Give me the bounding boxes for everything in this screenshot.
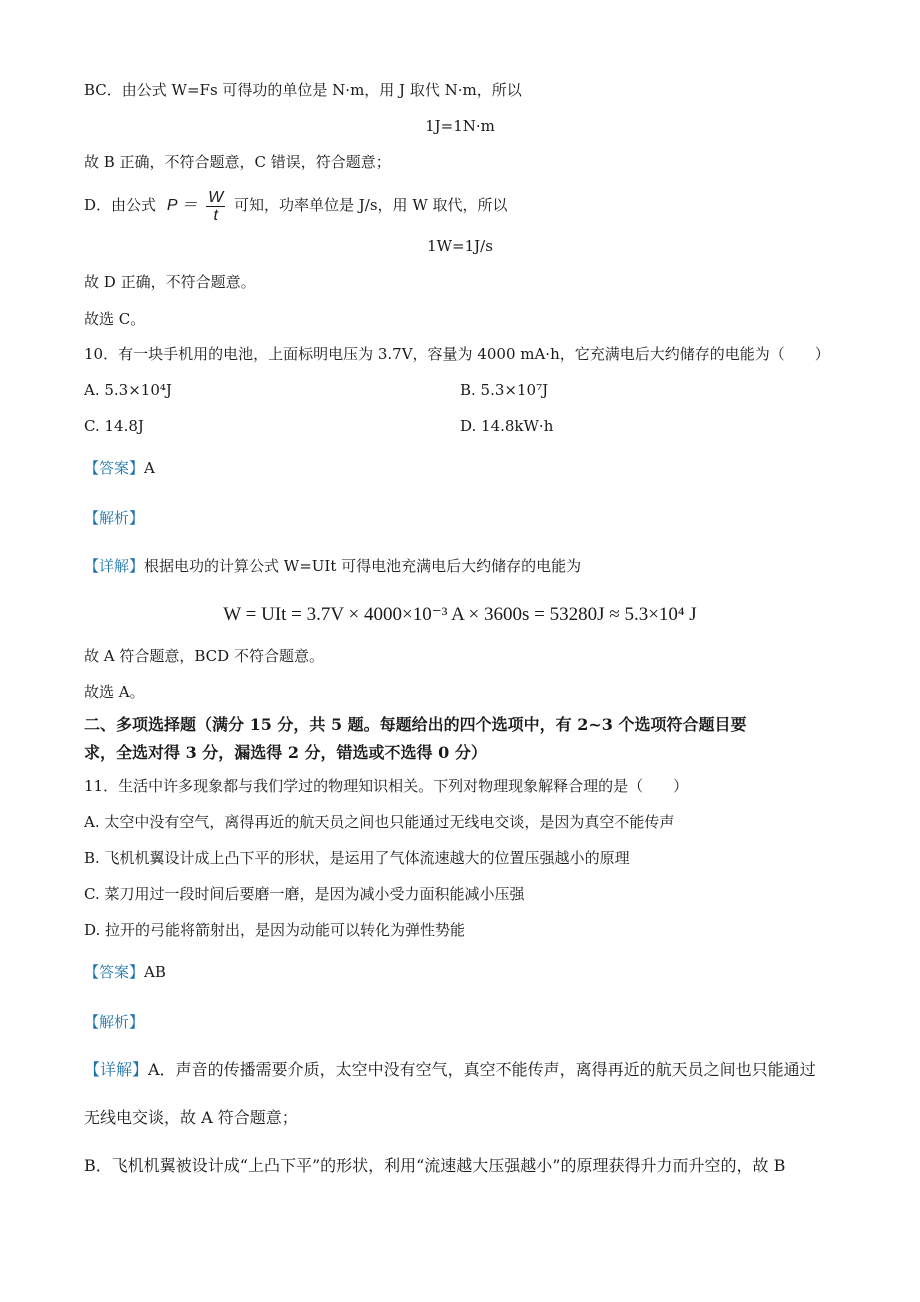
d-prefix: D．由公式	[84, 196, 157, 214]
fraction-denominator: t	[213, 206, 218, 224]
answer-tag: 【答案】	[84, 963, 145, 981]
d-verdict: 故 D 正确，不符合题意。	[84, 273, 256, 291]
q11-stem: 11．生活中许多现象都与我们学过的物理知识相关。下列对物理现象解释合理的是（ ）	[84, 777, 689, 795]
answer-tag: 【答案】	[84, 459, 145, 477]
detail-a-text: A．声音的传播需要介质，太空中没有空气，真空不能传声，离得再近的航天员之间也只能通过	[148, 1060, 816, 1079]
q11-option-d: D. 拉开的弓能将箭射出，是因为动能可以转化为弹性势能	[84, 921, 466, 939]
q10-equation: W = UIt = 3.7V × 4000×10⁻³ A × 3600s = 53280J ≈ 5.3×10⁴ J	[223, 604, 697, 625]
analysis-tag: 【解析】	[84, 1013, 145, 1031]
q11-detail-b-line1: B．飞机机翼被设计成“上凸下平”的形状，利用“流速越大压强越小”的原理获得升力而升空的，故 B	[84, 1156, 786, 1175]
detail-tag: 【详解】	[84, 557, 145, 575]
q11-detail-a-line2: 无线电交谈，故 A 符合题意；	[84, 1108, 298, 1127]
detail-text: 根据电功的计算公式 W=UIt 可得电池充满电后大约储存的电能为	[144, 557, 582, 575]
analysis-tag: 【解析】	[84, 509, 145, 527]
q10-option-c: C. 14.8J	[84, 417, 144, 435]
detail-tag: 【详解】	[84, 1060, 149, 1079]
d-formula-lhs: P ＝	[166, 197, 198, 214]
q11-answer	[84, 962, 166, 982]
q10-verdict: 故 A 符合题意，BCD 不符合题意。	[84, 647, 324, 665]
q10-detail	[84, 556, 581, 576]
q10-stem: 10．有一块手机用的电池，上面标明电压为 3.7V，容量为 4000 mA·h，它充满电后大约储存的电能为（ ）	[84, 345, 830, 363]
d-suffix: 可知，功率单位是 J/s，用 W 取代，所以	[234, 196, 508, 214]
bc-explanation: BC．由公式 W=Fs 可得功的单位是 N·m，用 J 取代 N·m，所以	[84, 81, 522, 99]
section2-heading-line2: 求，全选对得 3 分，漏选得 2 分，错选或不选得 0 分）	[84, 743, 487, 762]
q10-option-a: A. 5.3×10⁴J	[84, 381, 172, 399]
section2-heading-line1: 二、多项选择题（满分 15 分，共 5 题。每题给出的四个选项中，有 2~3 个选项符合题目要	[84, 715, 747, 734]
q11-analysis	[84, 1012, 144, 1032]
q10-option-d: D. 14.8kW·h	[460, 417, 554, 435]
q10-choose: 故选 A。	[84, 683, 145, 701]
q11-option-b: B. 飞机机翼设计成上凸下平的形状，是运用了气体流速越大的位置压强越小的原理	[84, 849, 630, 867]
q11-option-c: C. 菜刀用过一段时间后要磨一磨，是因为减小受力面积能减小压强	[84, 885, 525, 903]
equation-1j: 1J=1N·m	[425, 117, 495, 135]
power-fraction	[206, 189, 225, 224]
q11-option-a: A. 太空中没有空气，离得再近的航天员之间也只能通过无线电交谈，是因为真空不能传声	[84, 813, 675, 831]
equation-1w: 1W=1J/s	[427, 237, 493, 255]
d-explanation	[84, 186, 508, 225]
q10-analysis	[84, 508, 144, 528]
answer-value: AB	[144, 963, 166, 981]
q10-answer	[84, 458, 155, 478]
answer-value: A	[144, 459, 155, 477]
fraction-numerator: W	[208, 188, 224, 206]
q11-detail-a-line1	[84, 1060, 816, 1080]
bc-verdict: 故 B 正确，不符合题意，C 错误，符合题意；	[84, 153, 391, 171]
q9-choose: 故选 C。	[84, 310, 146, 328]
q10-option-b: B. 5.3×10⁷J	[460, 381, 549, 399]
